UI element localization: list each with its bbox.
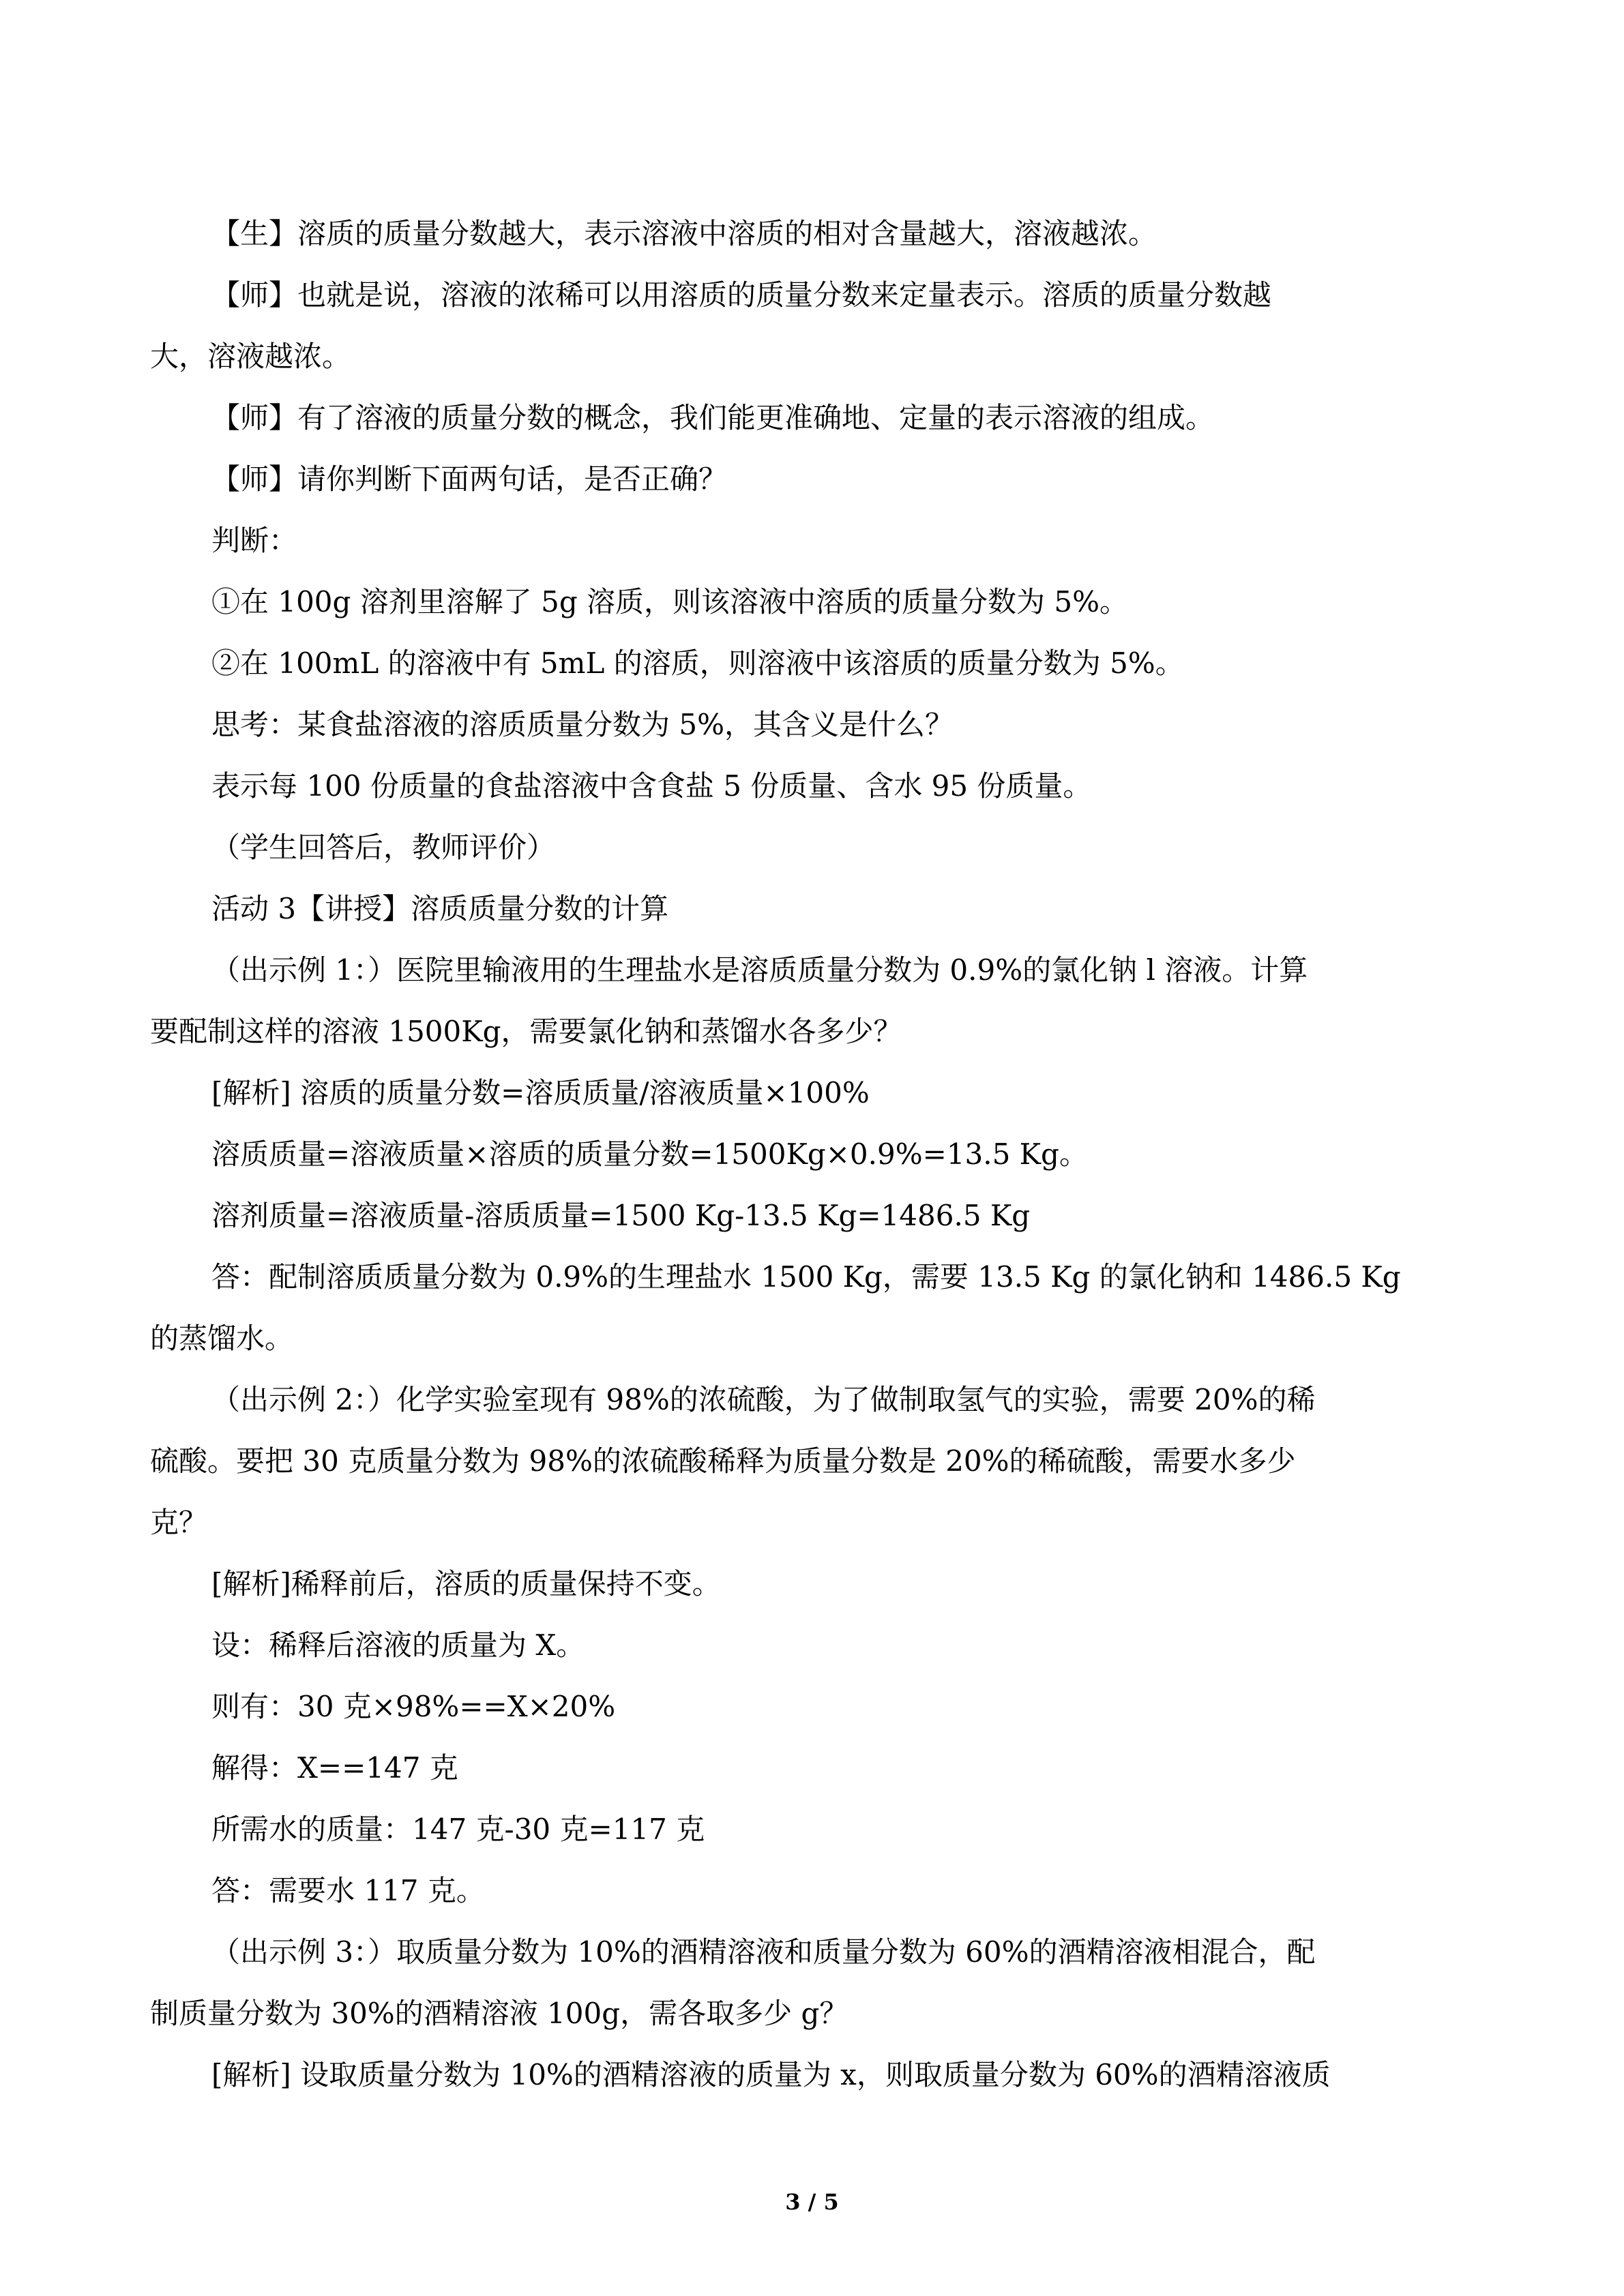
paragraph-line: 的蒸馏水。 bbox=[150, 1322, 294, 1355]
paragraph-line: 【生】溶质的质量分数越大，表示溶液中溶质的相对含量越大，溶液越浓。 bbox=[211, 217, 1157, 250]
paragraph-line: 解得：X==147 克 bbox=[211, 1751, 458, 1785]
paragraph-line: 制质量分数为 30%的酒精溶液 100g，需各取多少 g？ bbox=[150, 1997, 848, 2030]
paragraph-line: 克？ bbox=[150, 1506, 208, 1539]
paragraph-line: 【师】有了溶液的质量分数的概念，我们能更准确地、定量的表示溶液的组成。 bbox=[211, 401, 1215, 434]
paragraph-line: 【师】也就是说，溶液的浓稀可以用溶质的质量分数来定量表示。溶质的质量分数越 bbox=[211, 278, 1272, 312]
paragraph-line: [解析]稀释前后，溶质的质量保持不变。 bbox=[211, 1567, 721, 1600]
paragraph-line: 大，溶液越浓。 bbox=[150, 340, 351, 373]
paragraph-line: （出示例 2：）化学实验室现有 98%的浓硫酸，为了做制取氢气的实验，需要 20%的稀 bbox=[211, 1383, 1316, 1416]
paragraph-line: 要配制这样的溶液 1500Kg，需要氯化钠和蒸馏水各多少？ bbox=[150, 1015, 902, 1048]
paragraph-line: 设：稀释后溶液的质量为 X。 bbox=[211, 1628, 585, 1662]
paragraph-line: 溶质质量=溶液质量×溶质的质量分数=1500Kg×0.9%=13.5 Kg。 bbox=[211, 1137, 1088, 1171]
paragraph-line: （出示例 3：）取质量分数为 10%的酒精溶液和质量分数为 60%的酒精溶液相混合，配 bbox=[211, 1935, 1316, 1969]
paragraph-line: 思考：某食盐溶液的溶质质量分数为 5%，其含义是什么？ bbox=[211, 708, 954, 741]
paragraph-line: （学生回答后，教师评价） bbox=[211, 831, 556, 864]
paragraph-line: 表示每 100 份质量的食盐溶液中含食盐 5 份质量、含水 95 份质量。 bbox=[211, 769, 1092, 803]
paragraph-line: 判断： bbox=[211, 524, 298, 557]
paragraph-line: ②在 100mL 的溶液中有 5mL 的溶质，则溶液中该溶质的质量分数为 5%。 bbox=[211, 646, 1184, 680]
paragraph-line: 答：需要水 117 克。 bbox=[211, 1874, 485, 1907]
paragraph-line: ①在 100g 溶剂里溶解了 5g 溶质，则该溶液中溶质的质量分数为 5%。 bbox=[211, 585, 1129, 618]
paragraph-line: 所需水的质量：147 克-30 克=117 克 bbox=[211, 1813, 705, 1846]
paragraph-line: 硫酸。要把 30 克质量分数为 98%的浓硫酸稀释为质量分数是 20%的稀硫酸，需要水多少 bbox=[150, 1444, 1296, 1478]
paragraph-line: [解析] 溶质的质量分数=溶质质量/溶液质量×100% bbox=[211, 1076, 870, 1109]
paragraph-line: 【师】请你判断下面两句话，是否正确？ bbox=[211, 462, 728, 496]
page-number: 3 / 5 bbox=[785, 2189, 839, 2215]
paragraph-line: [解析] 设取质量分数为 10%的酒精溶液的质量为 x，则取质量分数为 60%的酒精溶液质 bbox=[211, 2058, 1331, 2091]
paragraph-line: 溶剂质量=溶液质量-溶质质量=1500 Kg-13.5 Kg=1486.5 Kg bbox=[211, 1199, 1031, 1232]
paragraph-line: 则有：30 克×98%==X×20% bbox=[211, 1690, 616, 1723]
section-heading: 活动 3【讲授】溶质质量分数的计算 bbox=[211, 892, 669, 925]
paragraph-line: 答：配制溶质质量分数为 0.9%的生理盐水 1500 Kg，需要 13.5 Kg 的氯化钠和 1486.5 Kg bbox=[211, 1260, 1401, 1294]
paragraph-line: （出示例 1：）医院里输液用的生理盐水是溶质质量分数为 0.9%的氯化钠 l 溶液。计算 bbox=[211, 953, 1308, 987]
